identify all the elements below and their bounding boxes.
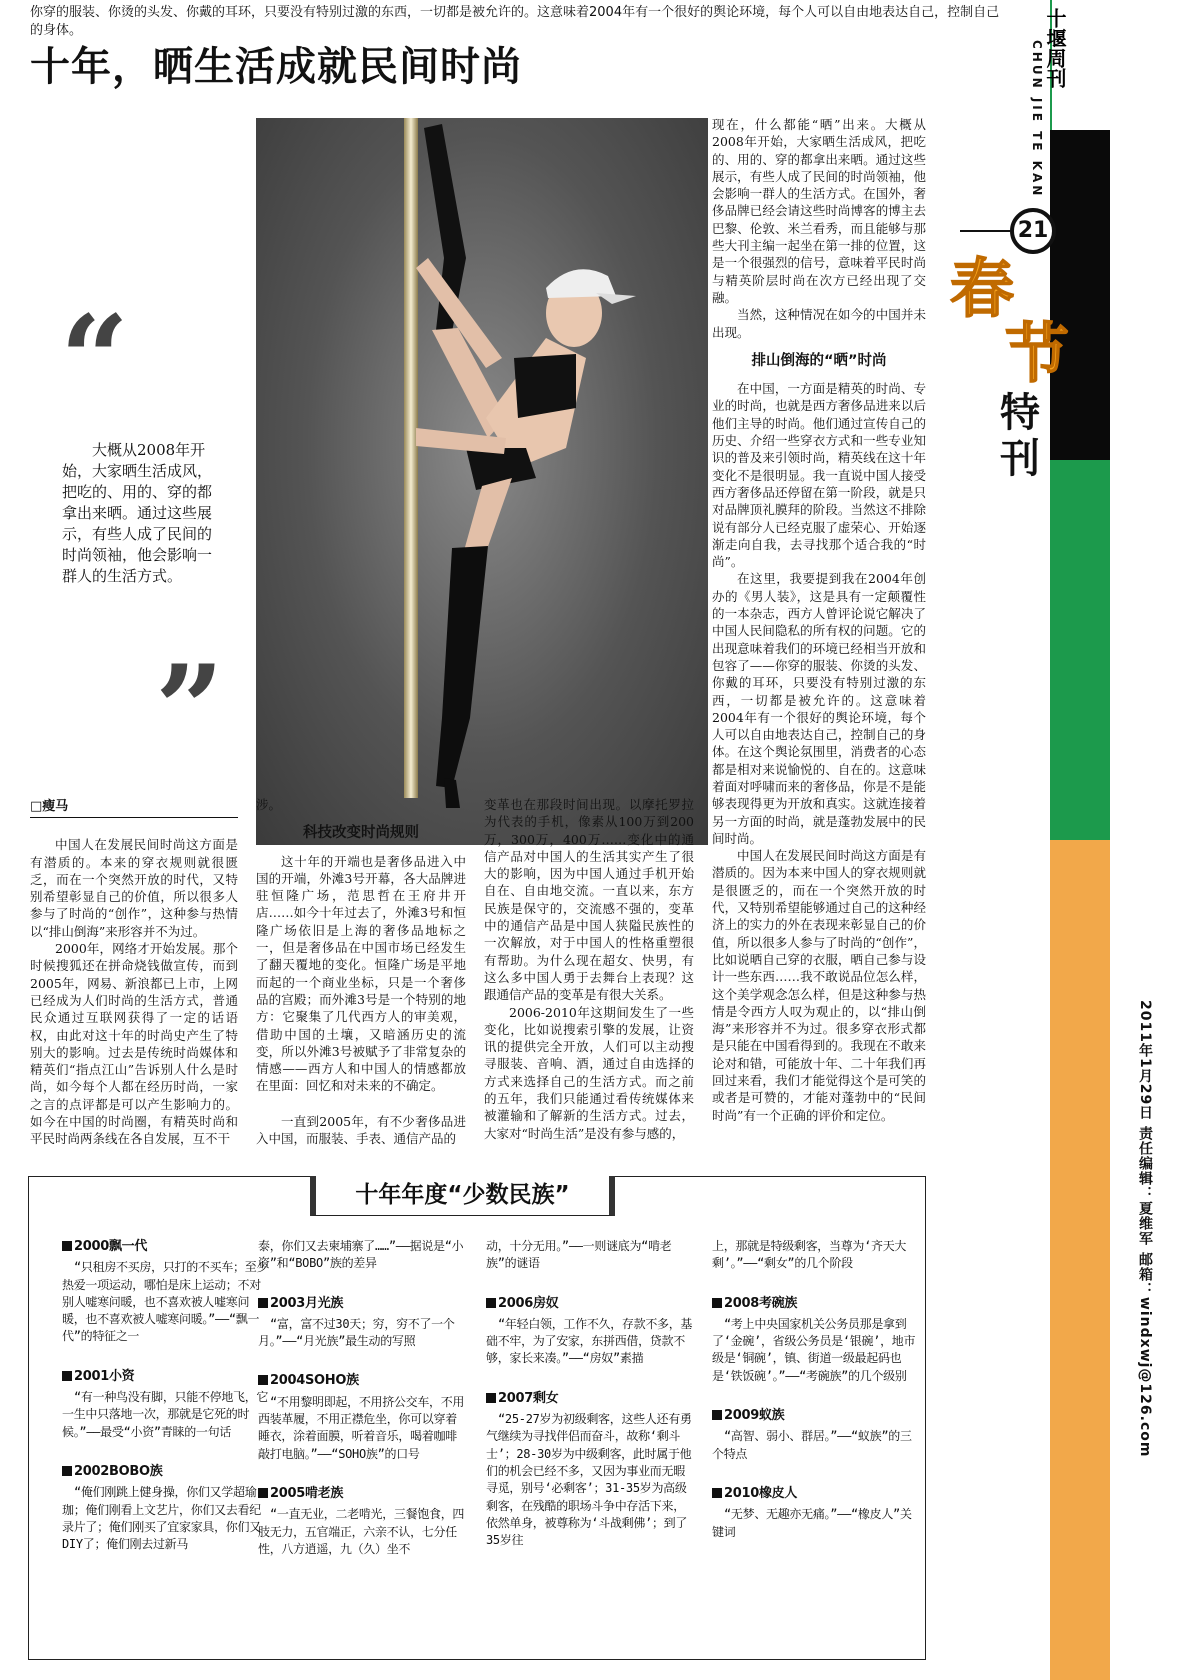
square-bullet-icon [712,1488,722,1498]
entry-name: 2002BOBO族 [74,1463,163,1479]
page-number-rule [960,230,1010,232]
box-entry [486,1295,696,1368]
entry-text: “俺们刚跳上健身操，你们又学超瑜珈；俺们刚看上文艺片，你们又去看纪录片了；俺们刚买了宜家家具，你们又DIY了；俺们刚去过新马 [62,1485,261,1552]
article-paragraph: 在这里，我要提到我在2004年创办的《男人装》，这是具有一定颠覆性的一本杂志，西方人曾评论说它解决了中国人民间隐私的所有权的问题。它的出现意味着我们的环境已经相当开放和包容了——你穿的服装、你烫的头发、你戴的耳环，只要没有特别过激的东西，一切都是被允许的。这意味着2004年有一个很好的舆论环境，每个人可以自由地表达自己，控制自己的身体。在这个舆论氛围里，消费者的心态都是相对来说愉悦的、自在的。这意味着面对呼啸而来的奢侈品，你是不是能够表现得更为开放和真实。这就连接着另一方面的时尚，就是蓬勃发展中的民间时尚。 [712,571,926,846]
box-column-1 [62,1238,272,1575]
entry-text: 动，十分无用。”——一则谜底为“啃老族”的谜语 [486,1239,672,1271]
festival-character: 节 [1005,317,1069,392]
masthead-english: CHUN JIE TE KAN [1030,40,1044,199]
pull-quote-text: 大概从2008年开始，大家晒生活成风，把吃的、用的、穿的都拿出来晒。通过这些展示，有些人成了民间的时尚领袖，他会影响一群人的生活方式。 [62,441,213,585]
article-column-4 [712,116,926,1124]
entry-heading [62,1463,272,1480]
square-bullet-icon [712,1410,722,1420]
article-paragraph: 在中国，一方面是精英的时尚、专业的时尚，也就是西方奢侈品进来以后他们主导的时尚。他们通过宣传自己的历史、介绍一些穿衣方式和一些专业知识的普及来引领时尚，精英线在这十年变化不是很明显。我一直说中国人接受西方奢侈品还停留在第一阶段，就是只对品牌顶礼膜拜的阶段。当然这不排除说有部分人已经克服了虚荣心、开始逐渐走向自我，去寻找那个适合我的“时尚”。 [712,381,926,570]
entry-name: 2003月光族 [270,1295,344,1311]
entry-text: 泰，你们又去柬埔寨了……”——据说是“小资”和“BOBO”族的差异 [258,1239,464,1271]
quote-open-mark: “ [60,289,130,430]
pole-dancer-photo [256,118,708,845]
entry-name: 2009蚁族 [724,1408,785,1424]
entry-heading [486,1295,696,1312]
entry-text: “有一种鸟没有脚，只能不停地飞，它一生中只落地一次，那就是它死的时候。”——最受“小资”青睐的一句话 [62,1390,269,1439]
entry-text: “不用黎明即起，不用挤公交车，不用西装革履，不用正襟危坐，你可以穿着睡衣，涂着面膜，听着音乐，喝着咖啡敲打电脑。”——“SOHO族”的口号 [258,1394,465,1461]
entry-text: “只租房不买房，只打的不买车；至少热爱一项运动，哪怕是床上运动；不对别人嘘寒问暖，也不喜欢被人嘘寒问暖，也不喜欢被人嘘寒问暖。”——“飘一代”的特征之一 [62,1260,269,1344]
square-bullet-icon [62,1241,72,1251]
box-column-4 [712,1238,922,1563]
sidebar-green-band [1050,460,1110,840]
section-heading: 排山倒海的“晒”时尚 [751,352,887,369]
headline: 十年，晒生活成就民间时尚 [30,44,522,90]
article-column-1 [30,798,238,1148]
pull-quote [62,440,212,587]
entry-text: “富，富不过30天；穷，穷不了一个月。”——“月光族”最生动的写照 [258,1316,455,1349]
box-entry [712,1407,922,1463]
special-issue-label: 特刊 [1000,390,1040,482]
entry-heading [712,1407,922,1424]
byline: □瘦马 [30,798,238,818]
entry-heading [62,1238,272,1255]
article-paragraph: 2006-2010年这期间发生了一些变化，比如说搜索引擎的发展，让资讯的提供完全开放，人们可以主动搜寻服装、音响、酒，通过自由选择的方式来选择自己的生活方式。而之前的五年，我们只能通过看传统媒体来被灌输和了解新的生活方式。过去，大家对“时尚生活”是没有参与感的， [484,1004,694,1141]
lead-text: 你穿的服装、你烫的头发、你戴的耳环，只要没有特别过激的东西，一切都是被允许的。这意味着2004年有一个很好的舆论环境，每个人可以自由地表达自己，控制自己的身体。 [30,5,1000,38]
box-entry [62,1463,272,1553]
article-paragraph: 涉。 [256,797,282,812]
square-bullet-icon [62,1466,72,1476]
masthead-title: 十堰周刊 [1043,8,1067,88]
entry-text: “无梦、无趣亦无痛。”——“橡皮人”关键词 [712,1507,912,1539]
box-entry [258,1372,468,1462]
box-entry [62,1238,272,1346]
square-bullet-icon [258,1488,268,1498]
color-sidebar [1050,0,1110,1680]
square-bullet-icon [486,1298,496,1308]
article-paragraph: 中国人在发展民间时尚这方面是有潜质的。本来的穿衣规则就很匮乏，而在一个突然开放的时代，又特别希望彰显自己的价值，所以很多人参与了时尚的“创作”，这种参与热情以“排山倒海”来形容并不为过。 [30,837,238,939]
entry-text: “一直无业，二老啃光，三餐饱食，四肢无力，五官端正，六亲不认，七分任性，八方逍遥，九（久）坐不 [258,1507,465,1556]
square-bullet-icon [712,1298,722,1308]
entry-heading [712,1295,922,1312]
entry-heading [258,1295,468,1312]
article-paragraph: 2000年，网络才开始发展。那个时候搜狐还在拼命烧钱做宣传，而到2005年，网易、新浪都已上市，上网已经成为人们时尚的生活方式，普通民众通过互联网获得了一定的话语权，由此对这十年的时尚史产生了特别大的影响。过去是传统时尚媒体和精英们“指点江山”告诉别人什么是时尚，如今每个人都在经历时尚，一家之言的点评都是可以产生影响力的。如今在中国的时尚圈，有精英时尚和平民时尚两条线在各自发展，互不干 [30,941,238,1147]
article-paragraph: 中国人在发展民间时尚这方面是有潜质的。因为本来中国人的穿衣规则就是很匮乏的，而在一个突然开放的时代，又特别希望能够通过自己的这种经济上的实力的外在表现来彰显自己的价值，所以很多人参与了时尚的“创作”，比如说晒自己穿的衣服，晒自己参与设计一些东西……我不敢说品位怎么样，这个美学观念怎么样，但是这种参与热情是令西方人叹为观止的，以“排山倒海”来形容并不为过。很多穿衣形式都是只能在中国看得到的。我现在不敢来论对和错，可能放十年、二十年我们再回过来看，我们才能觉得这个是可笑的或者是可赞的，才能对蓬勃中的“民间时尚”有一个正确的评价和定位。 [712,848,926,1123]
entry-heading [62,1368,272,1385]
box-entry [712,1485,922,1541]
box-title: 十年年度“少数民族” [310,1176,615,1216]
sidebar-orange-band [1050,840,1110,1680]
entry-heading [712,1485,922,1502]
spring-character: 春 [950,252,1014,327]
article-paragraph: 当然，这种情况在如今的中国并未出现。 [712,307,926,340]
box-entry [258,1238,468,1273]
entry-heading [258,1372,468,1389]
square-bullet-icon [62,1371,72,1381]
box-entry [486,1390,696,1550]
article-paragraph: 变革也在那段时间出现。以摩托罗拉为代表的手机，像素从100万到200万，300万，400万……变化中的通信产品对中国人的生活其实产生了很大的影响，因为中国人通过手机开始自在、自由地交流。一直以来，东方民族是保守的，交流感不强的，变革中的通信产品是中国人狭隘民族性的一次解放，对于中国人的性格重塑很有帮助。为什么现在超女、快男，有这么多中国人勇于去舞台上表现？这跟通信产品的变革是有很大关系。 [484,797,694,1003]
entry-name: 2005啃老族 [270,1485,344,1501]
sidebar-black-band [1050,130,1110,460]
box-column-3 [486,1238,696,1571]
box-entry [258,1295,468,1351]
box-entry [712,1295,922,1385]
square-bullet-icon [258,1375,268,1385]
entry-name: 2010橡皮人 [724,1485,798,1501]
article-column-2 [256,796,466,1147]
box-column-2 [258,1238,468,1580]
entry-name: 2001小资 [74,1368,135,1384]
article-paragraph: 这十年的开端也是奢侈品进入中国的开端，外滩3号开幕，各大品牌进驻恒隆广场，范思哲在王府井开店……如今十年过去了，外滩3号和恒隆广场依旧是上海的奢侈品地标之一，但是奢侈品在中国市场已经发生了翻天覆地的变化。恒隆广场是平地而起的一个商业坐标，只是一个奢侈品的宫殿；而外滩3号是一个特别的地方：它聚集了几代西方人的审美观，借助中国的土壤，又暗涵历史的流变，所以外滩3号被赋予了非常复杂的情感——西方人和中国人的情感都放在里面：回忆和对未来的不确定。 [256,853,466,1094]
square-bullet-icon [258,1298,268,1308]
box-entry [62,1368,272,1441]
entry-text: 上，那就是特级剩客，当尊为‘齐天大剩’。”——“剩女”的几个阶段 [712,1239,907,1271]
entry-text: “25-27岁为初级剩客，这些人还有勇气继续为寻找伴侣而奋斗，故称‘剩斗士’；28-30岁为中级剩客，此时属于他们的机会已经不多，又因为事业而无暇寻觅，别号‘必剩客’；31-35岁为高级剩客，在残酷的职场斗争中存活下来，依然单身，被尊称为‘斗战剩佛’；到了35岁往 [486,1412,692,1548]
article-paragraph: 现在，什么都能“晒”出来。大概从2008年开始，大家晒生活成风，把吃的、用的、穿的都拿出来晒。通过这些展示，有些人成了民间的时尚领袖，他会影响一群人的生活方式。在国外，奢侈品牌已经会请这些时尚博客的博主去巴黎、伦敦、米兰看秀，而且能够与那些大刊主编一起坐在第一排的位置，这是一个很强烈的信号，意味着平民时尚与精英阶层时尚在次方已经出现了交融。 [712,117,926,305]
section-heading: 科技改变时尚规则 [303,825,419,842]
entry-heading [258,1485,468,1502]
box-entry [486,1238,696,1273]
article-column-3 [484,796,694,1142]
entry-heading [486,1390,696,1407]
entry-name: 2007剩女 [498,1390,559,1406]
entry-text: “考上中央国家机关公务员那是拿到了‘金碗’，省级公务员是‘银碗’，地市级是‘铜碗’，镇、街道一级最起码也是‘铁饭碗’。”——“考碗族”的几个级别 [712,1316,916,1383]
entry-name: 2004SOHO族 [270,1373,359,1389]
box-entry [712,1238,922,1273]
box-entry [258,1485,468,1558]
entry-name: 2000飘一代 [74,1239,148,1254]
entry-text: “高智、弱小、群居。”——“蚁族”的三个特点 [712,1429,912,1461]
entry-text: “年轻白领，工作不久，存款不多，基础不牢，为了安家，东拼西借，贷款不够，家长来凑。”——“房奴”素描 [486,1316,693,1366]
article-paragraph: 一直到2005年，有不少奢侈品进入中国，而服装、手表、通信产品的 [256,1113,466,1147]
quote-close-mark: ” [155,639,225,780]
dateline-editor: 2011年1月29日 责任编辑：夏维军 邮箱：windxwj@126.com [1137,1000,1153,1458]
entry-name: 2008考碗族 [724,1295,798,1311]
entry-name: 2006房奴 [498,1295,559,1311]
square-bullet-icon [486,1393,496,1403]
page-number: 21 [1010,208,1056,254]
